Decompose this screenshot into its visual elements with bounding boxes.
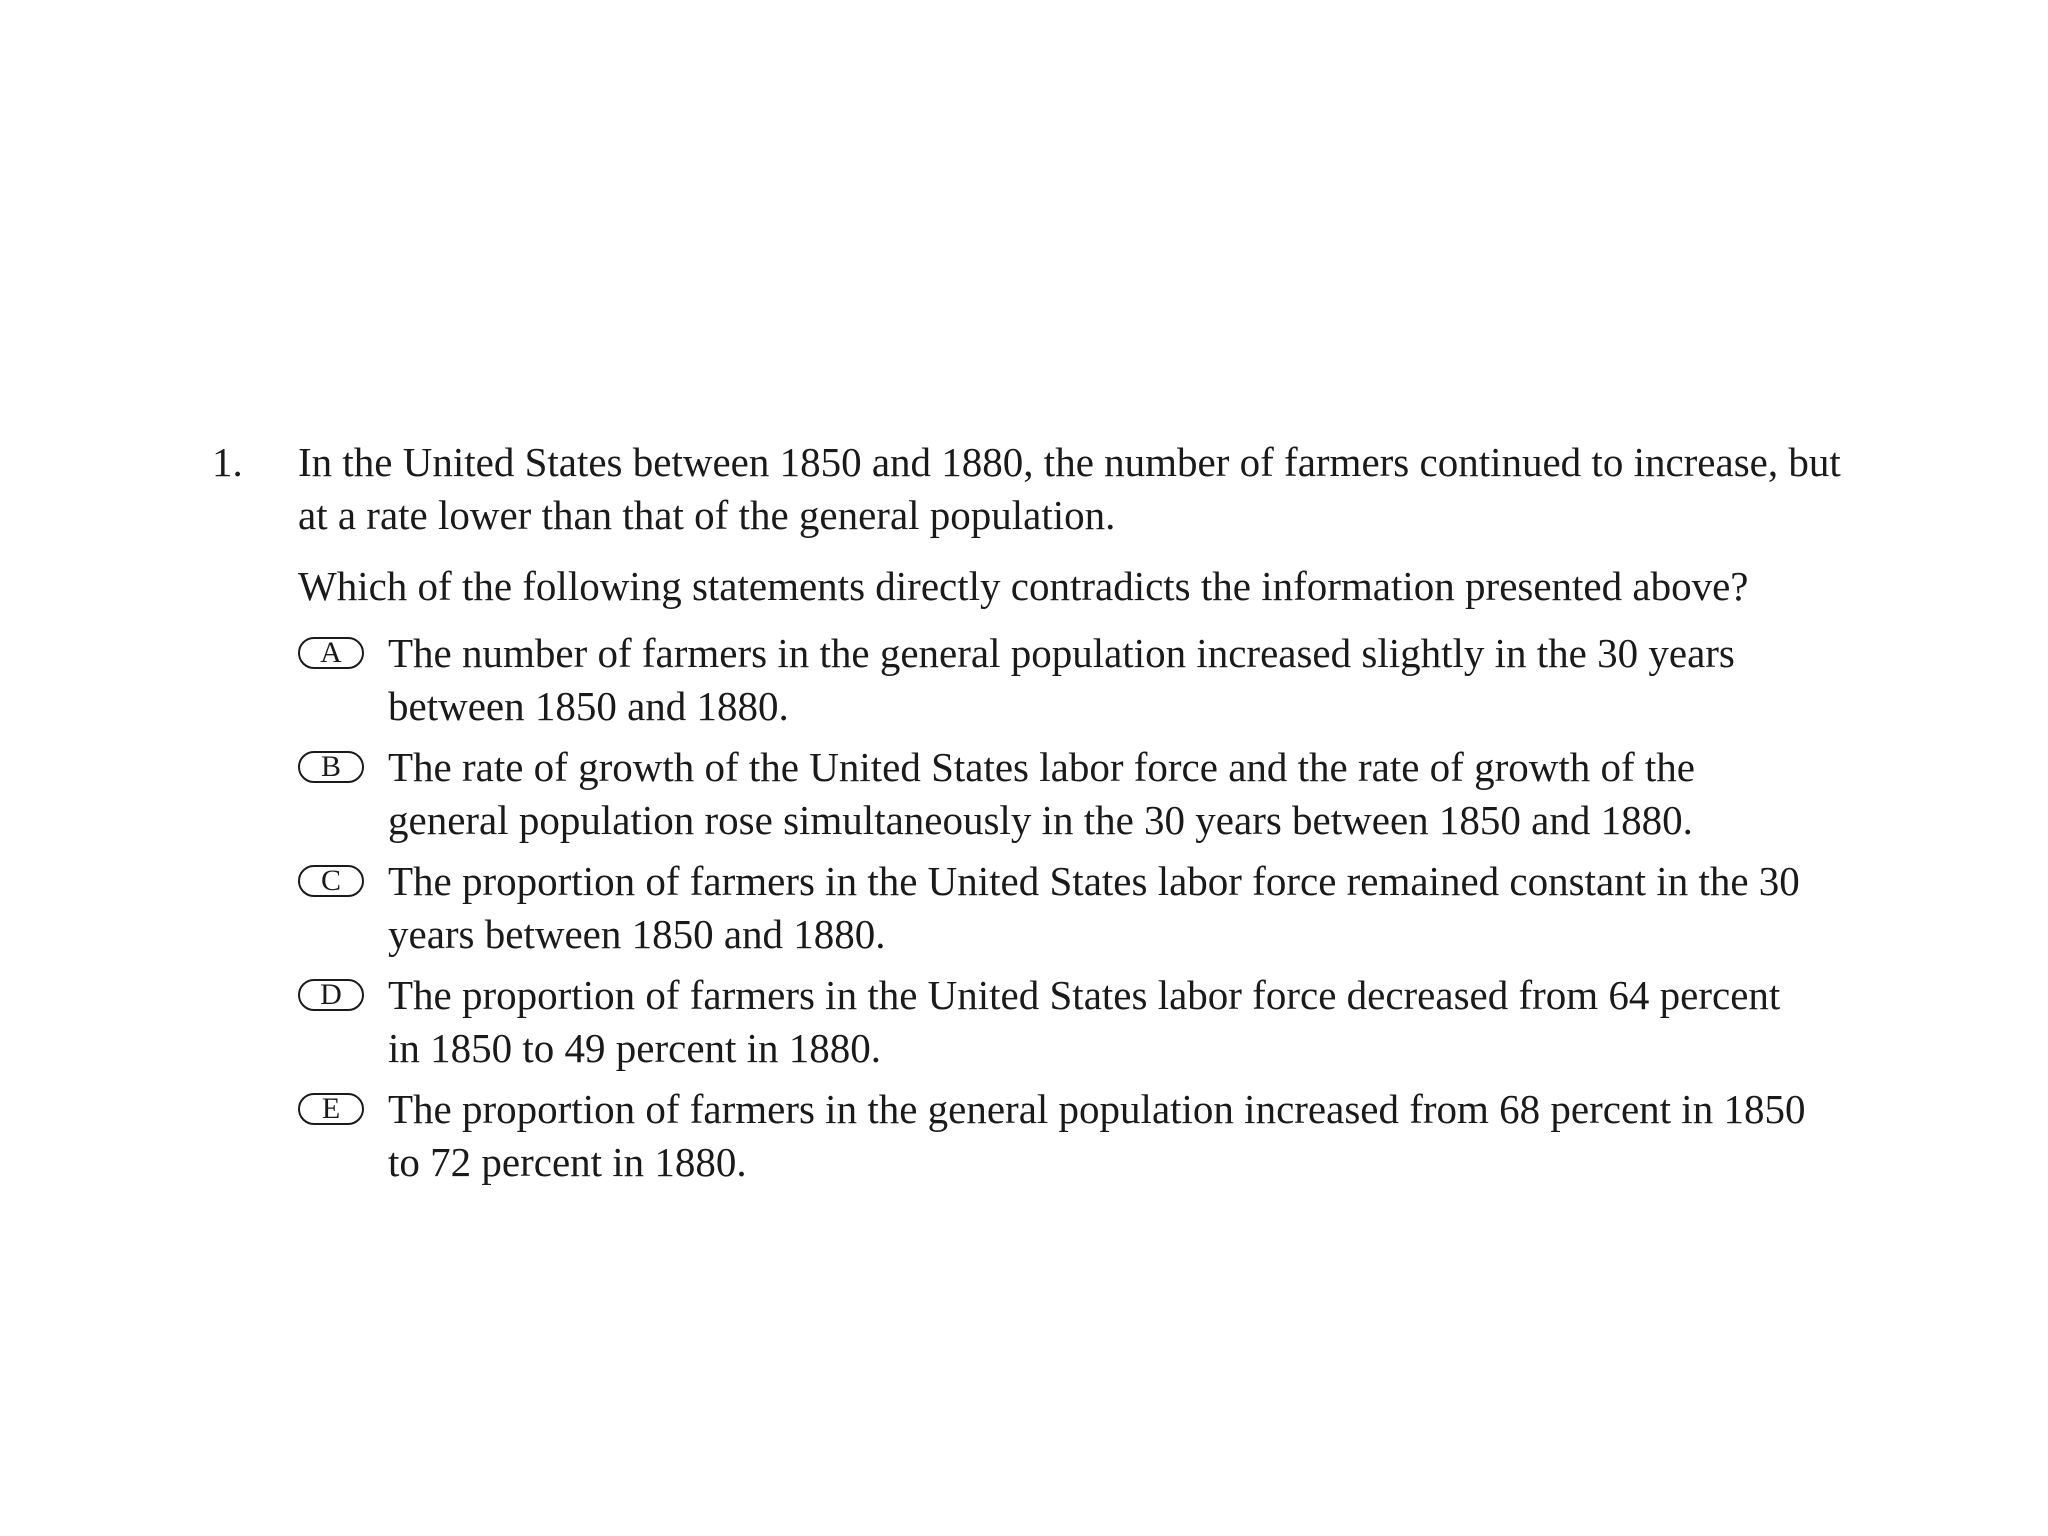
answer-bubble-c[interactable]: C bbox=[298, 865, 364, 897]
answer-text-c: The proportion of farmers in the United States labor force remained constant in the 30 years between 1850 and 1880. bbox=[388, 858, 1800, 957]
answer-bubble-b[interactable]: B bbox=[298, 751, 364, 783]
question-prompt: Which of the following statements directly contradicts the information presented above? bbox=[298, 563, 1749, 609]
question-number: 1. bbox=[212, 439, 243, 485]
answer-choice-e[interactable] bbox=[298, 1083, 1818, 1189]
question-body bbox=[298, 436, 1888, 1197]
answer-choice-d[interactable] bbox=[298, 969, 1818, 1075]
answer-choice-a[interactable] bbox=[298, 627, 1818, 733]
answer-text-b: The rate of growth of the United States labor force and the rate of growth of the general population rose simultaneously in the 30 years between 1850 and 1880. bbox=[388, 744, 1695, 843]
question-stem: In the United States between 1850 and 1880, the number of farmers continued to increase, but at a rate lower than that of the general population. bbox=[298, 439, 1841, 538]
answer-bubble-d[interactable]: D bbox=[298, 979, 364, 1011]
answer-text-d: The proportion of farmers in the United States labor force decreased from 64 percent in 1850 to 49 percent in 1880. bbox=[388, 972, 1781, 1071]
answer-bubble-a[interactable]: A bbox=[298, 637, 364, 669]
answer-choices bbox=[298, 627, 1888, 1189]
answer-text-a: The number of farmers in the general population increased slightly in the 30 years between 1850 and 1880. bbox=[388, 630, 1735, 729]
answer-bubble-e[interactable]: E bbox=[298, 1093, 364, 1125]
answer-choice-b[interactable] bbox=[298, 741, 1818, 847]
answer-text-e: The proportion of farmers in the general population increased from 68 percent in 1850 to 72 percent in 1880. bbox=[388, 1086, 1806, 1185]
answer-choice-c[interactable] bbox=[298, 855, 1818, 961]
